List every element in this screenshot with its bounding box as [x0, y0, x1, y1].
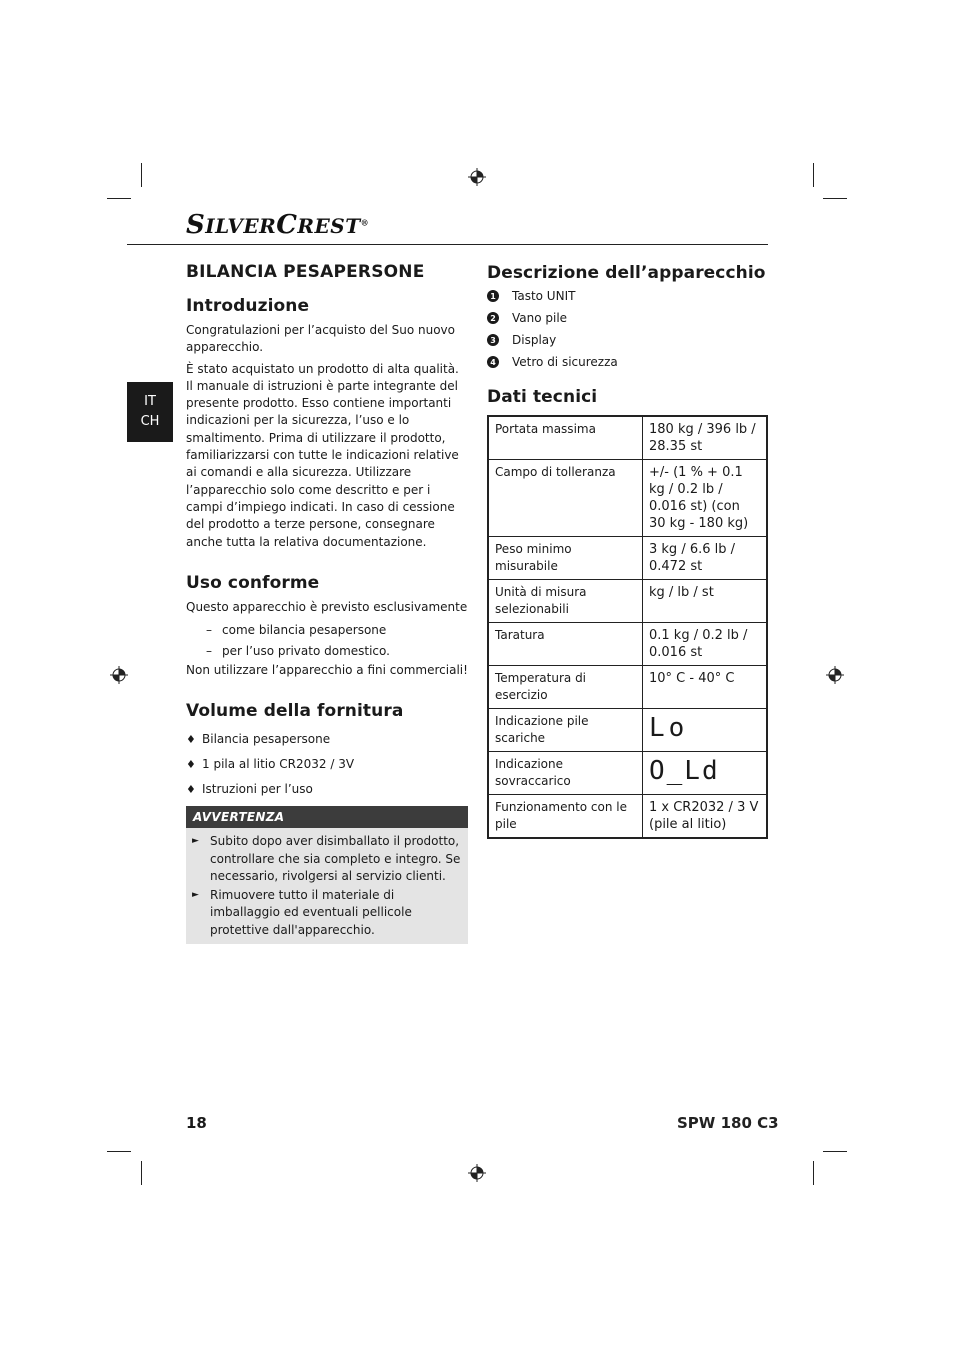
list-item: ♦ Bilancia pesapersone — [186, 732, 331, 747]
number-badge: 1 — [487, 290, 499, 302]
uso-paragraph: Non utilizzare l’apparecchio a fini commerciali! — [186, 663, 468, 678]
left-column — [186, 262, 468, 944]
list-item: ♦ Istruzioni per l’uso — [186, 782, 313, 797]
warning-box — [186, 806, 468, 944]
diamond-bullet-icon: ♦ — [186, 758, 196, 772]
table-row: Peso minimo misurabile 3 kg / 6.6 lb / 0.472 st — [488, 537, 767, 580]
crop-mark — [141, 163, 142, 187]
intro-paragraph: Congratulazioni per l’acquisto del Suo nuovo apparecchio. — [186, 323, 455, 355]
intro-paragraph: È stato acquistato un prodotto di alta qualità. Il manuale di istruzioni è parte integrante del presente prodotto. Esso contiene importanti indicazioni per la sicurezza, l’uso e lo smaltimento. Prima di utilizzare il prodotto, familiarizzarsi con tutte le indicazioni relative ai comandi e alla sicurezza. Utilizzare l’apparecchio solo come descritto e per i campi d’impiego indicati. In caso di cessione del prodotto a terze persone, consegnare anche tutta la relativa documentazione. — [186, 361, 459, 549]
registration-mark-icon — [468, 1164, 486, 1182]
arrow-right-icon: ► — [192, 889, 199, 900]
table-row: Funzionamento con le pile 1 x CR2032 / 3 V (pile al litio) — [488, 795, 767, 839]
diamond-bullet-icon: ♦ — [186, 783, 196, 797]
tech-heading: Dati tecnici — [487, 387, 598, 407]
list-item: 1 Tasto UNIT — [487, 285, 769, 307]
list-item: 2 Vano pile — [487, 307, 769, 329]
list-item: ♦ 1 pila al litio CR2032 / 3V — [186, 757, 355, 772]
right-column — [487, 262, 769, 839]
registration-mark-icon — [110, 666, 128, 684]
lcd-old-display: O_Ld — [643, 752, 768, 795]
table-row: Portata massima 180 kg / 396 lb / 28.35 st — [488, 416, 767, 460]
language-tab: IT CH — [127, 382, 173, 442]
list-item: – per l’uso privato domestico. — [206, 644, 390, 659]
crop-mark — [813, 163, 814, 187]
uso-heading: Uso conforme — [186, 572, 320, 593]
model-number: SPW 180 C3 — [677, 1114, 779, 1132]
table-row: Unità di misura selezionabili kg / lb / st — [488, 580, 767, 623]
header-rule — [127, 244, 768, 245]
crop-mark — [107, 1151, 131, 1152]
number-badge: 4 — [487, 356, 499, 368]
tech-table — [487, 415, 768, 839]
page-title: BILANCIA PESAPERSONE — [186, 262, 425, 282]
number-badge: 3 — [487, 334, 499, 346]
warning-label: AVVERTENZA — [186, 806, 468, 828]
table-row: Indicazione sovraccarico O_Ld — [488, 752, 767, 795]
lcd-lo-display: Lo — [643, 709, 768, 752]
list-item: 4 Vetro di sicurezza — [487, 351, 769, 373]
table-row: Temperatura di esercizio 10° C - 40° C — [488, 666, 767, 709]
registration-mark-icon — [468, 168, 486, 186]
warning-item: ► Subito dopo aver disimballato il prodotto, controllare che sia completo e integro. Se necessario, rivolgersi al servizio clienti. — [192, 833, 463, 886]
descr-heading: Descrizione dell’apparecchio — [487, 263, 766, 283]
crop-mark — [823, 1151, 847, 1152]
page-number: 18 — [186, 1114, 207, 1132]
list-item: – come bilancia pesapersone — [206, 623, 387, 638]
intro-heading: Introduzione — [186, 296, 310, 316]
list-item: 3 Display — [487, 329, 769, 351]
registration-mark-icon — [826, 666, 844, 684]
arrow-right-icon: ► — [192, 836, 199, 847]
crop-mark — [813, 1161, 814, 1185]
crop-mark — [141, 1161, 142, 1185]
warning-item: ► Rimuovere tutto il materiale di imballaggio ed eventuali pellicole protettive dall'apparecchio. — [192, 887, 463, 940]
uso-paragraph: Questo apparecchio è previsto esclusivamente — [186, 599, 468, 614]
diamond-bullet-icon: ♦ — [186, 733, 196, 747]
fornitura-heading: Volume della fornitura — [186, 701, 404, 722]
crop-mark — [823, 198, 847, 199]
table-row: Campo di tolleranza +/- (1 % + 0.1 kg / 0.2 lb / 0.016 st) (con 30 kg - 180 kg) — [488, 460, 767, 537]
crop-mark — [107, 198, 131, 199]
table-row: Indicazione pile scariche Lo — [488, 709, 767, 752]
number-badge: 2 — [487, 312, 499, 324]
brand-logo: SILVERCREST® — [186, 210, 370, 240]
table-row: Taratura 0.1 kg / 0.2 lb / 0.016 st — [488, 623, 767, 666]
